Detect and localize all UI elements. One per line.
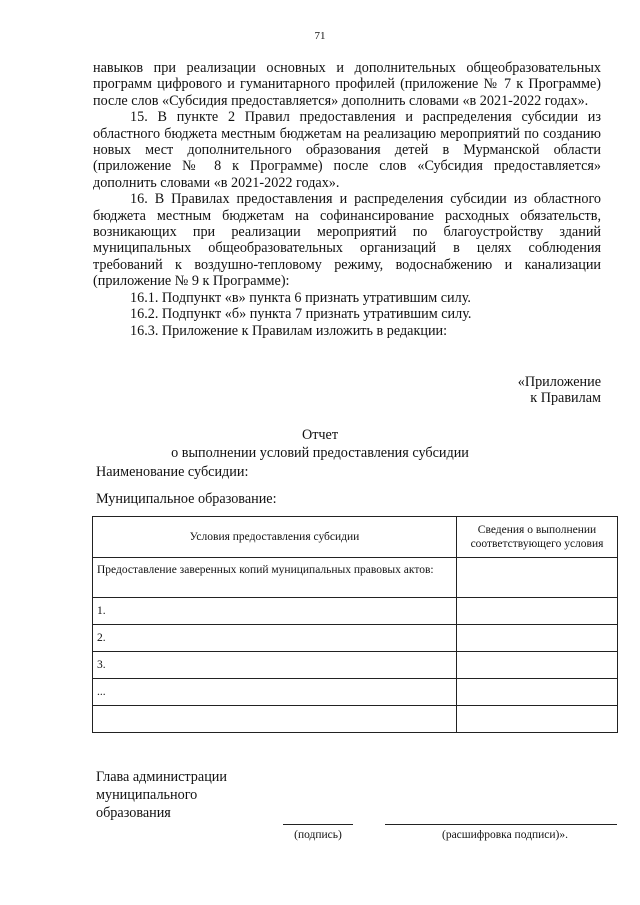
municipality-label: Муниципальное образование: <box>96 491 277 507</box>
table-cell-empty <box>457 625 618 652</box>
report-subtitle: о выполнении условий предоставления субсидии <box>171 445 469 461</box>
appendix-reference <box>518 374 601 407</box>
table-cell-empty <box>457 652 618 679</box>
table-row <box>93 625 618 652</box>
table-row <box>93 706 618 733</box>
name-decode-line <box>385 824 617 825</box>
subsidy-name-label: Наименование субсидии: <box>96 464 249 480</box>
paragraph-16-1: 16.1. Подпункт «в» пункта 6 признать утратившим силу. <box>130 289 471 306</box>
report-table <box>92 516 618 733</box>
table-row <box>93 558 618 598</box>
table-cell-condition: 1. <box>93 598 457 625</box>
table-cell-condition: ... <box>93 679 457 706</box>
body-text <box>93 60 601 339</box>
table-cell-condition <box>93 706 457 733</box>
signature-title-1: Глава администрации <box>96 769 227 785</box>
name-decode-caption: (расшифровка подписи)». <box>441 829 569 841</box>
signature-title-3: образования <box>96 805 171 821</box>
signature-title-2: муниципального <box>96 787 198 803</box>
paragraph-continuation: навыков при реализации основных и дополнительных общеобразовательных программ цифрового и гуманитарного профилей (приложение № 7 к Программе) после слов «Субсидия предоставляется» дополнить словами «в 2021-2022 годах». <box>93 60 601 109</box>
header-conditions: Условия предоставления субсидии <box>93 517 457 558</box>
table-cell-condition: 3. <box>93 652 457 679</box>
table-cell-condition: 2. <box>93 625 457 652</box>
table-header-row <box>93 517 618 558</box>
paragraph-15: 15. В пункте 2 Правил предоставления и распределения субсидии из областного бюджета местным бюджетам на реализацию мероприятий по созданию новых мест дополнительного образования детей в Мурманской области (приложение № 8 к Программе) после слов «Субсидия предоставляется» дополнить словами «в 2021-2022 годах». <box>93 109 601 191</box>
table-cell-condition: Предоставление заверенных копий муниципальных правовых актов: <box>93 558 457 598</box>
appendix-line-2: к Правилам <box>530 390 601 407</box>
paragraph-16-3: 16.3. Приложение к Правилам изложить в редакции: <box>130 322 448 339</box>
table-row <box>93 679 618 706</box>
table-cell-empty <box>457 598 618 625</box>
appendix-line-1: «Приложение <box>517 374 601 390</box>
table-cell-empty <box>457 706 618 733</box>
report-title: Отчет <box>301 427 339 443</box>
signature-line <box>283 824 353 825</box>
paragraph-16-2: 16.2. Подпункт «б» пункта 7 признать утратившим силу. <box>130 306 472 323</box>
signature-block <box>96 768 227 822</box>
paragraph-16: 16. В Правилах предоставления и распределения субсидии из областного бюджета местным бюджетам на софинансирование расходных обязательств, возникающих при реализации мероприятий по благоустройству зданий муниципальных общеобразовательных организаций в целях соблюдения требований к воздушно-тепловому режиму, водоснабжению и канализации (приложение № 9 к Программе): <box>93 191 601 290</box>
signature-caption: (подпись) <box>294 829 342 841</box>
table-row <box>93 652 618 679</box>
table-cell-empty <box>457 558 618 598</box>
table-cell-empty <box>457 679 618 706</box>
table-row <box>93 598 618 625</box>
header-fulfillment: Сведения о выполнении соответствующего условия <box>457 517 618 558</box>
page-number: 71 <box>314 30 326 42</box>
